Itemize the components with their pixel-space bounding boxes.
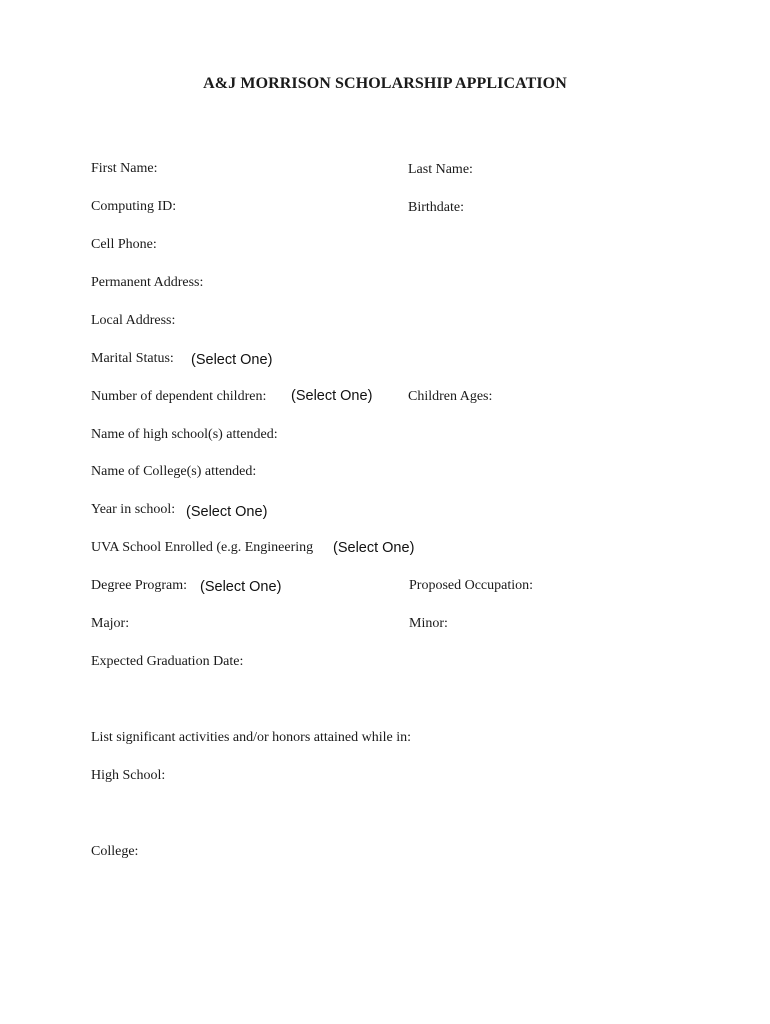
birthdate-label: Birthdate: — [408, 200, 464, 215]
cell-phone-label: Cell Phone: — [91, 237, 157, 252]
activities-high-school-label: High School: — [91, 768, 166, 783]
permanent-address-label: Permanent Address: — [91, 275, 204, 290]
year-in-school-select[interactable]: (Select One) — [186, 504, 268, 520]
minor-label: Minor: — [409, 616, 448, 631]
computing-id-field[interactable] — [190, 198, 390, 216]
birthdate-field[interactable] — [472, 199, 692, 217]
proposed-occupation-label: Proposed Occupation: — [409, 578, 534, 593]
college-attended-field[interactable] — [272, 463, 692, 481]
first-name-field[interactable] — [168, 160, 393, 178]
activities-intro-label: List significant activities and/or honors attained while in: — [91, 730, 411, 745]
year-in-school-label: Year in school: — [91, 502, 176, 517]
uva-school-select[interactable]: (Select One) — [333, 540, 415, 556]
activities-high-school-field[interactable] — [91, 790, 691, 835]
permanent-address-field[interactable] — [220, 274, 690, 292]
last-name-field[interactable] — [482, 161, 702, 179]
children-ages-field[interactable] — [505, 388, 695, 406]
marital-status-select[interactable]: (Select One) — [191, 352, 273, 368]
high-school-attended-label: Name of high school(s) attended: — [91, 427, 278, 442]
degree-program-select[interactable]: (Select One) — [200, 579, 282, 595]
college-attended-label: Name of College(s) attended: — [91, 464, 257, 479]
dependent-children-label: Number of dependent children: — [91, 389, 267, 404]
last-name-label: Last Name: — [408, 162, 473, 177]
activities-college-label: College: — [91, 844, 139, 859]
degree-program-label: Degree Program: — [91, 578, 188, 593]
local-address-label: Local Address: — [91, 313, 176, 328]
major-label: Major: — [91, 616, 130, 631]
high-school-attended-field[interactable] — [298, 426, 698, 444]
page-title: A&J MORRISON SCHOLARSHIP APPLICATION — [203, 75, 567, 92]
marital-status-label: Marital Status: — [91, 351, 174, 366]
activities-college-field[interactable] — [91, 866, 691, 926]
cell-phone-field[interactable] — [166, 236, 386, 254]
local-address-field[interactable] — [186, 312, 686, 330]
graduation-date-label: Expected Graduation Date: — [91, 654, 244, 669]
dependent-children-select[interactable]: (Select One) — [291, 388, 373, 404]
uva-school-label: UVA School Enrolled (e.g. Engineering — [91, 540, 314, 555]
graduation-date-field[interactable] — [260, 653, 460, 671]
proposed-occupation-field[interactable] — [550, 577, 710, 595]
children-ages-label: Children Ages: — [408, 389, 493, 404]
first-name-label: First Name: — [91, 161, 158, 176]
computing-id-label: Computing ID: — [91, 199, 177, 214]
minor-field[interactable] — [456, 615, 696, 633]
major-field[interactable] — [138, 615, 388, 633]
